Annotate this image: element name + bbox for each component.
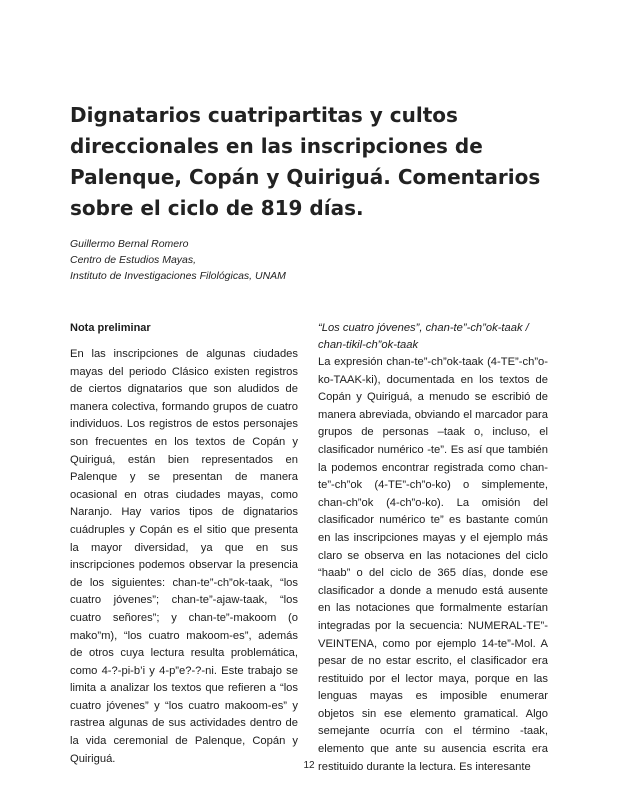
left-body-text: En las inscripciones de algunas ciudades mayas del periodo Clásico existen registros de ciertos dignatarios que son aludidos de manera colectiva, formando grupos de cuatro individuos. Los registros de estos personajes son frecuentes en los textos de Copán y Quiriguá, están bien representados en Palenque y se presentan de manera ocasional en otras ciudades mayas, como Naranjo. Hay varios tipos de dignatarios cuádruples y Copán es el sitio que presenta la mayor diversidad, ya que en sus inscripciones podemos observar la presencia de los siguientes: chan-te”-ch”ok-taak, “los cuatro jóvenes”; chan-te”-ajaw-taak, “los cuatro señores”; y chan-te”-makoom (o mako”m), “los cuatro makoom-es”, además de otros cuya lectura resulta problemática, como 4-?-pi-b’i y 4-p”e?-?-ni. Este trabajo se limita a analizar los textos que refieren a “los cuatro jóvenes” y “los cuatro makoom-es” y rastrea algunas de sus actividades dentro de la vida ceremonial de Palenque, Copán y Quiriguá.	[70, 348, 298, 765]
author-name: Guillermo Bernal Romero	[70, 238, 189, 250]
page-number: 12	[303, 760, 315, 771]
left-column	[70, 320, 298, 768]
section-heading: Nota preliminar	[70, 322, 151, 334]
author-block	[70, 236, 390, 284]
right-column	[318, 320, 548, 776]
article-title: Dignatarios cuatripartitas y cultos direccionales en las inscripciones de Palenque, Copán y Quiriguá. Comentarios sobre el ciclo de 819 días.	[70, 103, 541, 220]
author-institution: Instituto de Investigaciones Filológicas, UNAM	[70, 270, 286, 282]
author-affiliation: Centro de Estudios Mayas,	[70, 254, 197, 266]
section-subtitle: “Los cuatro jóvenes”, chan-te”-ch”ok-taak / chan-tikil-ch”ok-taak	[318, 322, 529, 351]
right-body-text: La expresión chan-te”-ch”ok-taak (4-TE”-ch”o-ko-TAAK-ki), documentada en los textos de Copán y Quiriguá, a menudo se escribió de manera abreviada, obviando el marcador para grupos de personas –taak o, incluso, el clasificador numérico -te”. Es así que también la podemos encontrar registrada como chan-te”-ch”ok (4-TE”-ch”o-ko) o simplemente, chan-ch”ok (4-ch”o-ko). La omisión del clasificador numérico te” es bastante común en las inscripciones mayas y el ejemplo más claro se observa en las notaciones del ciclo “haab” o del ciclo de 365 días, donde ese clasificador a donde a menudo está ausente en las notaciones que formalmente estarían integradas por la secuencia: NUMERAL-TE”-VEINTENA, como por ejemplo 14-te”-Mol. A pesar de no estar escrito, el clasificador era restituido por el lector maya, porque en las lenguas mayas es imposible enumerar objetos sin ese elemento gramatical. Algo semejante ocurría con el término -taak, elemento que ante su ausencia escrita era restituido durante la lectura. Es interesante	[318, 356, 548, 773]
